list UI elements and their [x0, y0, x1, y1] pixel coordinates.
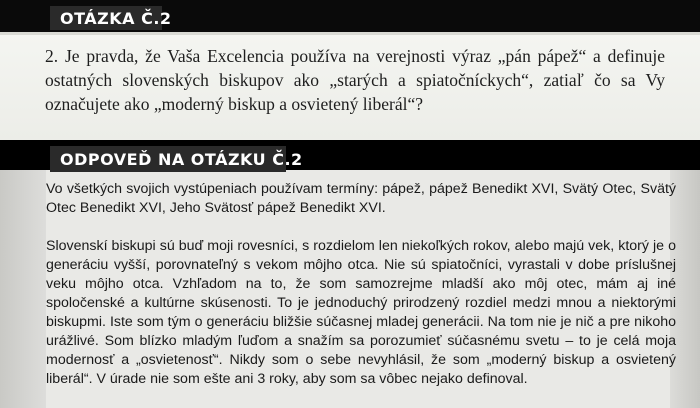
question-header: OTÁZKA Č.2: [50, 6, 162, 30]
answer-header: ODPOVEĎ NA OTÁZKU Č.2: [50, 146, 286, 172]
page-bleed-left: [0, 170, 46, 408]
question-text: 2. Je pravda, že Vaša Excelencia používa na verejnosti výraz „pán pápež“ a definuje ostatných slovenských biskupov ako „starých a spiatočníckych“, zatiaľ čo sa Vy označujete ako „moderný biskup a osvietený liberál“?: [45, 46, 665, 114]
answer-paragraph-1: Vo všetkých svojich vystúpeniach používam termíny: pápež, pápež Benedikt XVI, Svätý Otec, Svätý Otec Benedikt XVI, Jeho Svätosť pápež Benedikt XVI.: [46, 181, 676, 216]
answer-paragraph-2: Slovenskí biskupi sú buď moji rovesníci, s rozdielom len niekoľkých rokov, alebo majú vek, ktorý je o generáciu vyšší, porovnateľný s vekom môjho otca. Nie sú spiatočníci, vyrastali v dobe príslušnej veku môjho otca. Vzhľadom na to, že som samozrejme mladší ako môj otec, mám aj iné spoločenské a kultúrne skúsenosti. To je jednoduchý prirodzený rozdiel medzi mnou a niektorými biskupmi. Iste som tým o generáciu bližšie súčasnej mladej generácii. Na tom nie je nič a pre nikoho urážlivé. Som blízko mladým ľuďom a snažím sa porozumieť súčasnému svetu – to je celá moja modernosť a „osvietenosť“. Nikdy som o sebe nevyhlásil, že som „moderný biskup a osvietený liberál“. V úrade nie som ešte ani 3 roky, aby som sa vôbec nejako definoval.: [46, 238, 676, 387]
